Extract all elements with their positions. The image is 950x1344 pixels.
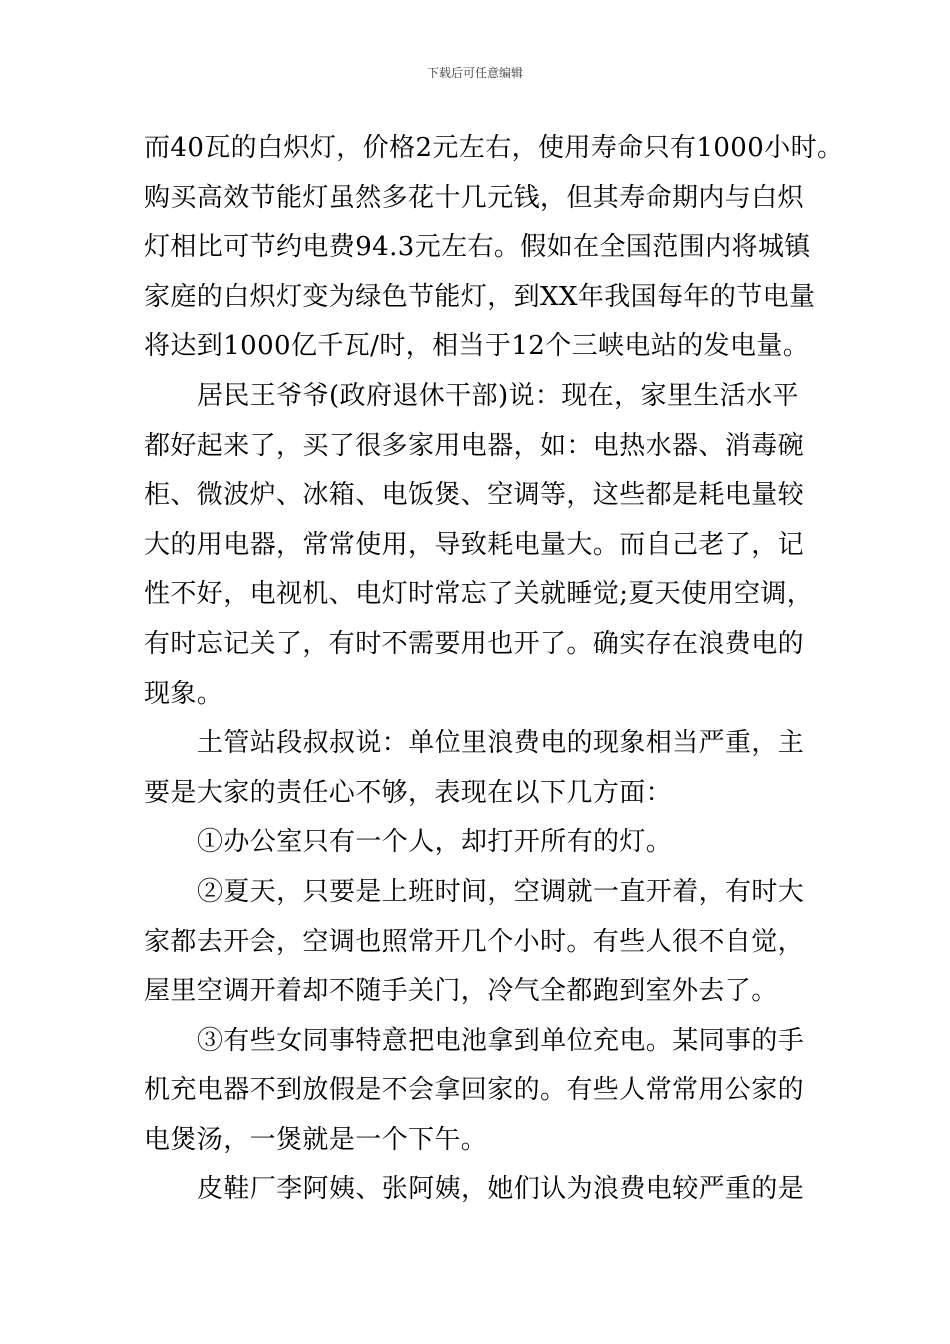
text-line: 屋里空调开着却不随手关门，冷气全都跑到室外去了。 (144, 976, 778, 1007)
body-text (144, 124, 844, 1215)
text-line: 性不好，电视机、电灯时常忘了关就睡觉;夏天使用空调， (144, 579, 814, 610)
text-line: 皮鞋厂李阿姨、张阿姨，她们认为浪费电较严重的是 (197, 1174, 805, 1205)
text-line: ②夏天，只要是上班时间，空调就一直开着，有时大 (197, 876, 805, 907)
text-line: 都好起来了，买了很多家用电器，如：电热水器、消毒碗 (144, 430, 805, 461)
text-line: 土管站段叔叔说：单位里浪费电的现象相当严重，主 (197, 728, 805, 759)
text-line: 柜、微波炉、冰箱、电饭煲、空调等，这些都是耗电量较 (144, 480, 805, 511)
text-line: 要是大家的责任心不够，表现在以下几方面： (144, 777, 673, 808)
text-line: 家都去开会，空调也照常开几个小时。有些人很不自觉， (144, 926, 805, 957)
paragraph-shoe-factory (144, 1165, 824, 1215)
text-line: 大的用电器，常常使用，导致耗电量大。而自己老了，记 (144, 529, 805, 560)
paragraph-point-3 (144, 1017, 824, 1166)
text-line: 家庭的白炽灯变为绿色节能灯，到XX年我国每年的节电量 (144, 281, 816, 312)
text-line: 有时忘记关了，有时不需要用也开了。确实存在浪费电的 (144, 628, 805, 659)
paragraph-point-1 (144, 818, 824, 868)
text-line: ①办公室只有一个人，却打开所有的灯。 (197, 827, 673, 858)
text-line: 灯相比可节约电费94.3元左右。假如在全国范围内将城镇 (144, 232, 811, 263)
paragraph-grandpa-wang (144, 372, 824, 719)
text-line: 机充电器不到放假是不会拿回家的。有些人常常用公家的 (144, 1075, 805, 1106)
text-line: 电煲汤，一煲就是一个下午。 (144, 1124, 488, 1155)
text-line: ③有些女同事特意把电池拿到单位充电。某同事的手 (197, 1025, 805, 1056)
paragraph-point-2 (144, 868, 824, 1017)
paragraph-uncle-duan (144, 719, 824, 818)
text-line: 将达到1000亿千瓦/时，相当于12个三峡电站的发电量。 (144, 331, 810, 362)
text-line: 居民王爷爷(政府退休干部)说：现在，家里生活水平 (197, 380, 799, 411)
text-line: 购买高效节能灯虽然多花十几元钱，但其寿命期内与白炽 (144, 182, 805, 213)
text-line: 而40瓦的白炽灯，价格2元左右，使用寿命只有1000小时。 (144, 133, 844, 163)
paragraph-energy-saving-lamps (144, 124, 844, 372)
page-header: 下载后可任意编辑 (426, 66, 523, 80)
text-line: 现象。 (144, 678, 224, 709)
